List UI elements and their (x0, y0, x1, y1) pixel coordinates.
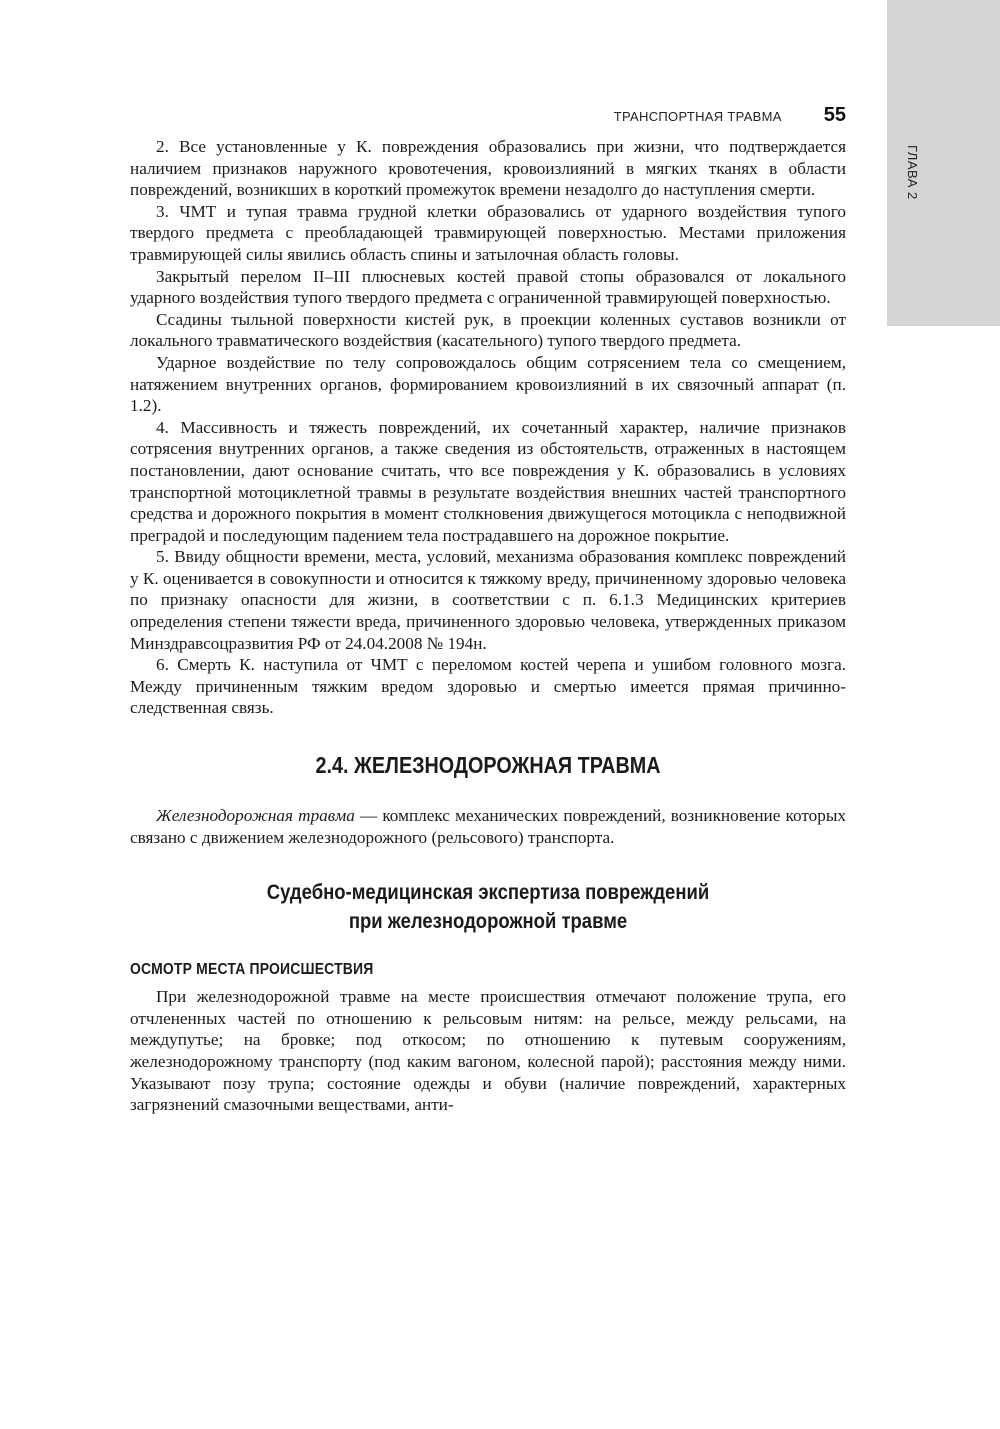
paragraph: 4. Массивность и тяжесть повреждений, их сочетанный характер, наличие признаков сотрясения внутренних органов, а также сведения из обстоятельств, отраженных в настоящем постановлении, дают основание считать, что все повреждения у К. образовались в условиях транспортной мотоциклетной травмы в результате воздействия внешних частей транспортного средства и дорожного покрытия в момент столкновения движущегося мотоцикла с неподвижной преградой и последующим падением тела пострадавшего на дорожное покрытие. (130, 417, 846, 545)
chapter-tab-label: ГЛАВА 2 (905, 145, 920, 200)
subsection-heading (173, 878, 803, 936)
subsection-heading-line-1: Судебно-медицинская экспертиза повреждений (266, 881, 710, 905)
paragraph: При железнодорожной травме на месте происшествия отмечают положение трупа, его отчлененных частей по отношению к рельсовым нитям: на рельсе, между рельсами, на междупутье; на бровке; под откосом; по отношению к путевым сооружениям, железнодорожному транспорту (под каким вагоном, колесной парой); расстояния между ними. Указывают позу трупа; состояние одежды и обуви (наличие повреждений, характерных загрязнений смазочными веществами, анти- (130, 987, 846, 1115)
running-title: ТРАНСПОРТНАЯ ТРАВМА (613, 109, 782, 124)
section-heading: 2.4. ЖЕЛЕЗНОДОРОЖНАЯ ТРАВМА (315, 752, 661, 779)
page-number: 55 (823, 104, 846, 126)
paragraph: Закрытый перелом II–III плюсневых костей правой стопы образовался от локального ударного воздействия тупого твердого предмета с ограниченной травмирующей поверхностью. (130, 266, 847, 308)
paragraph: 5. Ввиду общности времени, места, условий, механизма образования комплекс повреждений у К. оценивается в совокупности и относится к тяжкому вреду, причиненному здоровью человека по признаку опасности для жизни, в соответствии с п. 6.1.3 Медицинских критериев определения степени тяжести вреда, причиненного здоровью человека, утвержденных приказом Минздравсоцразвития РФ от 24.04.2008 № 194н. (130, 547, 846, 653)
minor-heading: ОСМОТР МЕСТА ПРОИСШЕСТВИЯ (130, 961, 374, 979)
paragraph: 3. ЧМТ и тупая травма грудной клетки образовались от ударного воздействия тупого твердого предмета с преобладающей травмирующей поверхностью. Местами приложения травмирующей силы явились область спины и затылочная область головы. (130, 201, 846, 264)
defined-term: Железнодорожная травма (156, 806, 355, 826)
paragraph: Ссадины тыльной поверхности кистей рук, в проекции коленных суставов возникли от локального травматического воздействия (касательного) тупого твердого предмета. (130, 309, 846, 351)
definition-paragraph (130, 805, 846, 848)
paragraph: 2. Все установленные у К. повреждения образовались при жизни, что подтверждается наличием признаков наружного кровотечения, кровоизлияний в мягких тканях в области повреждений, возникших в короткий промежуток времени незадолго до наступления смерти. (130, 137, 846, 200)
page-body (130, 136, 846, 1116)
paragraph: 6. Смерть К. наступила от ЧМТ с переломом костей черепа и ушибом головного мозга. Между причиненным тяжким вредом здоровью и смертью имеется прямая причинно-следственная связь. (130, 655, 846, 718)
chapter-tab (887, 0, 1000, 326)
definition-text: — комплекс механических повреждений, возникновение которых связано с движением железнодорожного (рельсового) транспорта. (130, 806, 847, 847)
running-header (130, 104, 846, 127)
subsection-heading-line-2: при железнодорожной травме (348, 910, 628, 934)
paragraph: Ударное воздействие по телу сопровождалось общим сотрясением тела со смещением, натяжением внутренних органов, формированием кровоизлияний в их связочный аппарат (п. 1.2). (130, 352, 846, 416)
